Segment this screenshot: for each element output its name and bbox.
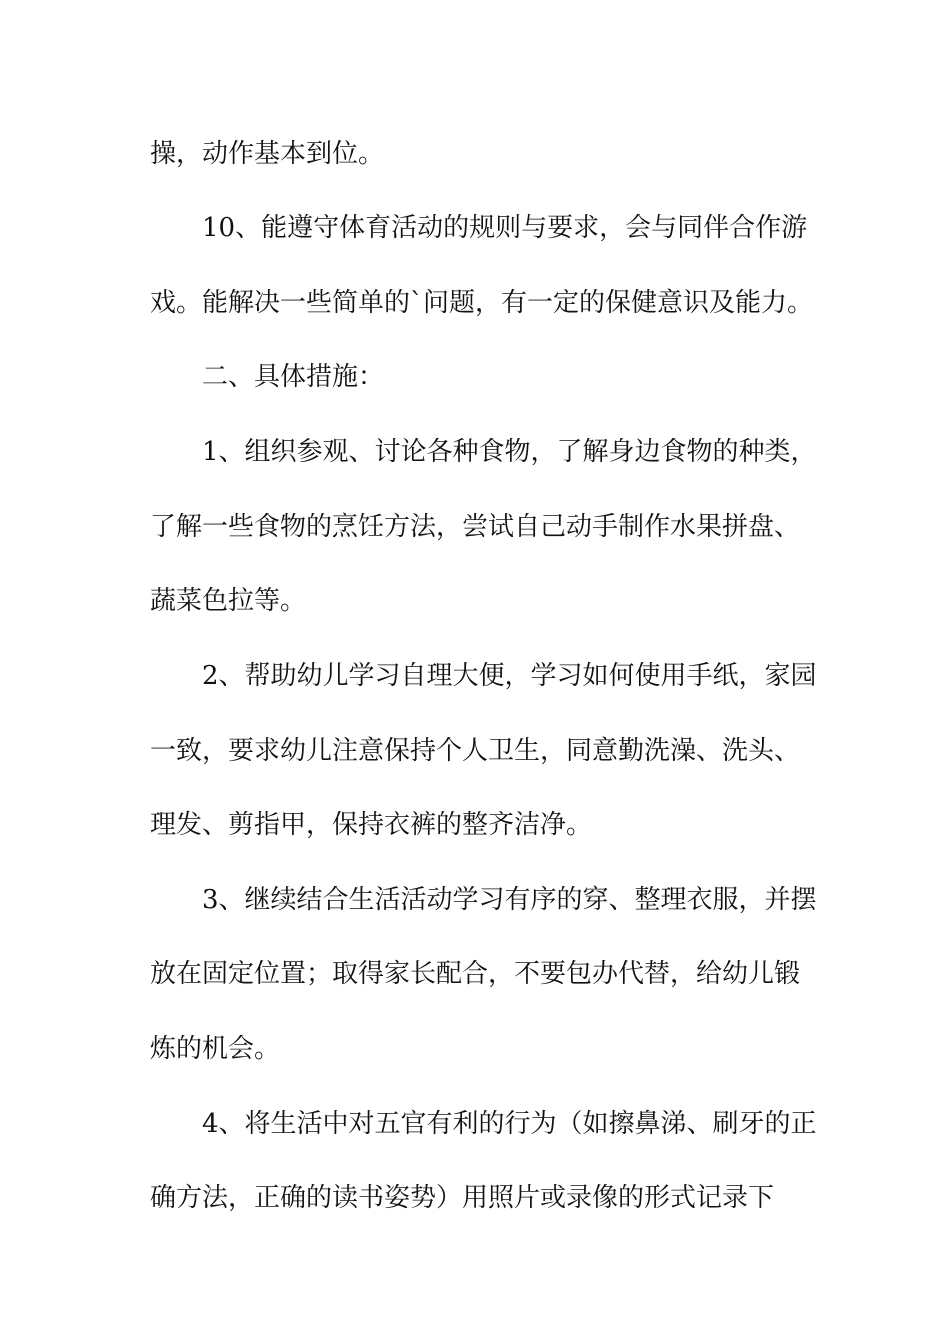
line-text: 炼的机会。 bbox=[150, 1034, 281, 1064]
line-text: 蔬菜色拉等。 bbox=[150, 586, 307, 616]
line-text: 确方法，正确的读书姿势）用照片或录像的形式记录下 bbox=[150, 1183, 775, 1213]
line-text: 戏。能解决一些简单的`问题，有一定的保健意识及能力。 bbox=[150, 288, 814, 318]
line-text: 1、组织参观、讨论各种食物，了解身边食物的种类， bbox=[202, 437, 817, 467]
line-text: 4、将生活中对五官有利的行为（如擦鼻涕、刷牙的正 bbox=[202, 1109, 817, 1139]
line-text: 放在固定位置；取得家长配合，不要包办代替，给幼儿锻 bbox=[150, 959, 801, 989]
line-text: 二、具体措施： bbox=[202, 362, 385, 392]
line-text: 2、帮助幼儿学习自理大便，学习如何使用手纸，家园 bbox=[202, 661, 817, 691]
line-text: 理发、剪指甲，保持衣裤的整齐洁净。 bbox=[150, 810, 593, 840]
line-text: 3、继续结合生活活动学习有序的穿、整理衣服，并摆 bbox=[202, 885, 817, 915]
line-text: 了解一些食物的烹饪方法，尝试自己动手制作水果拼盘、 bbox=[150, 512, 801, 542]
line-text: 一致，要求幼儿注意保持个人卫生，同意勤洗澡、洗头、 bbox=[150, 736, 801, 766]
line-text: 10、能遵守体育活动的规则与要求，会与同伴合作游 bbox=[202, 213, 808, 243]
line-text: 操，动作基本到位。 bbox=[150, 139, 385, 169]
